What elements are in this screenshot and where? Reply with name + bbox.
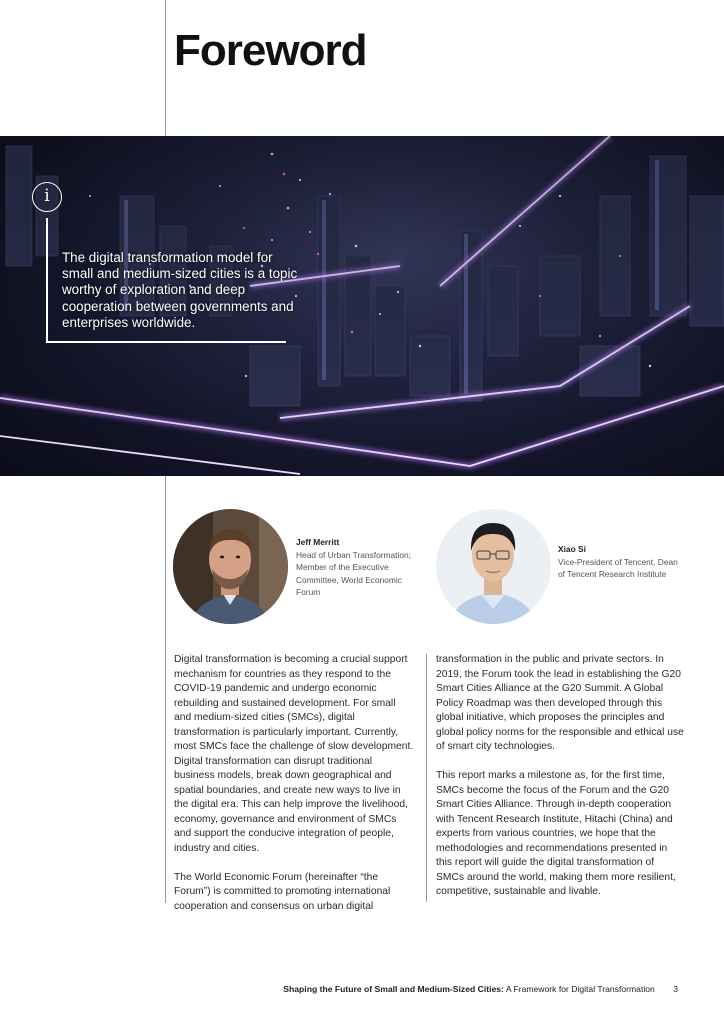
column-divider — [426, 654, 427, 902]
person-name: Jeff Merritt — [296, 537, 340, 547]
pull-quote: The digital transformation model for small and medium-sized cities is a topic worthy of exploration and deep cooperation between governments and enterprises worldwide. — [62, 250, 298, 330]
avatar-xiao-si — [436, 509, 551, 624]
paragraph: This report marks a milestone as, for the first time, SMCs become the focus of the Forum and the G20 Smart Cities Alliance. Through in-depth cooperation with Tencent Research Institute, Hitachi (China) and experts from various countries, we hope that the methodologies and recommendations presented in this report will guide the digital transformation of SMCs around the world, making them more resilient, competitive, sustainable and livable. — [436, 770, 676, 897]
people-rule — [165, 476, 166, 903]
body-column-right — [436, 653, 684, 914]
callout-line — [46, 218, 48, 342]
person-name: Xiao Si — [558, 544, 586, 554]
person-jeff-merritt — [296, 536, 420, 599]
paragraph: transformation in the public and private sectors. In 2019, the Forum took the lead in establishing the G20 Smart Cities Alliance at the G20 Summit. A Global Policy Roadmap was then developed through this global initiative, which proposes the principles and global policy norms for the responsible and ethical use of smart city technologies. — [436, 654, 684, 752]
title-rule — [165, 0, 166, 136]
person-role: Head of Urban Transformation; Member of the Executive Committee, World Economic Forum — [296, 549, 411, 597]
hero-image — [0, 136, 724, 476]
page-footer — [283, 984, 678, 994]
person-xiao-si — [558, 543, 678, 581]
avatar-jeff-merritt — [173, 509, 288, 624]
page-title: Foreword — [174, 26, 367, 75]
page-number: 3 — [673, 984, 678, 994]
callout-underline — [46, 341, 286, 343]
person-role: Vice-President of Tencent, Dean of Tencent Research Institute — [558, 556, 678, 579]
paragraph: The World Economic Forum (hereinafter “the Forum”) is committed to promoting international cooperation and consensus on urban digital — [174, 871, 391, 912]
info-icon: i — [32, 182, 62, 212]
paragraph: Digital transformation is becoming a crucial support mechanism for countries as they respond to the COVID-19 pandemic and undergo economic rebuilding and sustained development. For small and medium-sized cities (SMCs), digital transformation is particularly important. Currently, most SMCs face the challenge of slow development. Digital transformation can disrupt traditional business models, break down geographical and spatial boundaries, and create new ways to live in the digital era. This can help improve the livelihood, economy, governance and environment of SMCs and support the conducive integration of people, industry and cities. — [174, 654, 414, 854]
report-title: Shaping the Future of Small and Medium-Sized Cities: — [283, 984, 504, 994]
body-column-left — [174, 653, 414, 929]
report-subtitle: A Framework for Digital Transformation — [505, 984, 655, 994]
